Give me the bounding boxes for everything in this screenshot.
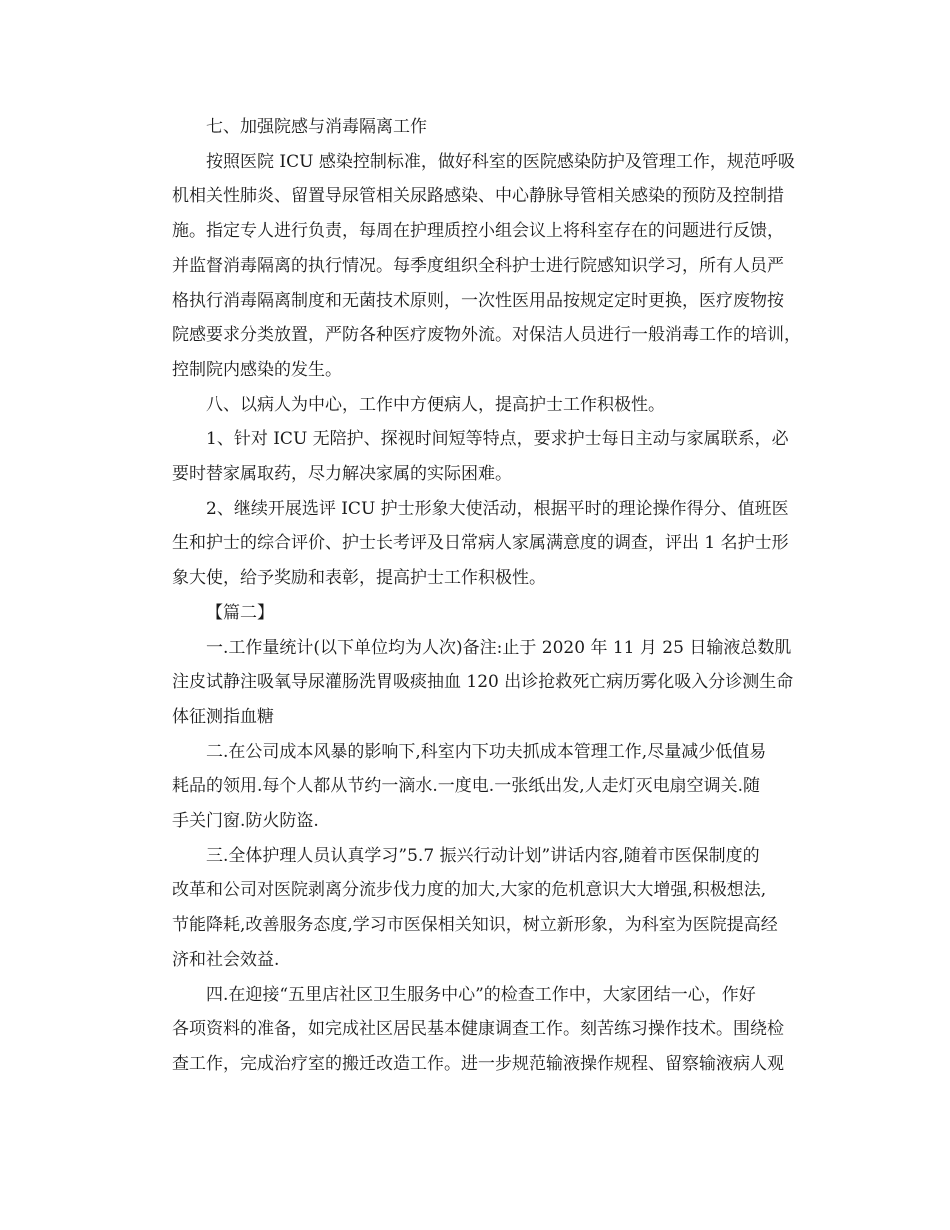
paragraph-infection-control	[138, 145, 820, 388]
text-line: 三.全体护理人员认真学习”5.7 振兴行动计划”讲话内容,随着市医保制度的	[206, 845, 760, 866]
text-line: 控制院内感染的发生。	[172, 359, 342, 380]
text-line: 节能降耗,改善服务态度,学习市医保相关知识，树立新形象，为科室为医院提高经	[172, 915, 778, 936]
text-line: 各项资料的准备，如完成社区居民基本健康调查工作。刻苦练习操作技术。围绕检	[172, 1019, 784, 1040]
text-line: 耗品的领用.每个人都从节约一滴水.一度电.一张纸出发,人走灯灭电扇空调关.随	[172, 776, 761, 797]
text-line: 1、针对 ICU 无陪护、探视时间短等特点，要求护士每日主动与家属联系，必	[206, 429, 789, 450]
text-line: 七、加强院感与消毒隔离工作	[206, 117, 427, 137]
section-heading-8	[138, 388, 820, 423]
text-line: 查工作，完成治疗室的搬迁改造工作。进一步规范输液操作规程、留察输液病人观	[172, 1053, 784, 1074]
section-title-part-two	[138, 596, 820, 631]
text-line: 机相关性肺炎、留置导尿管相关尿路感染、中心静脉导管相关感染的预防及控制措	[172, 186, 784, 207]
text-line: 手关门窗.防火防盗.	[172, 811, 319, 832]
text-line: 改革和公司对医院剥离分流步伐力度的加大,大家的危机意识大大增强,积极想法,	[172, 880, 767, 901]
text-line: 按照医院 ICU 感染控制标准，做好科室的医院感染防护及管理工作，规范呼吸	[206, 151, 795, 172]
section-heading-7	[138, 110, 820, 145]
text-line: 象大使，给予奖励和表彰，提高护士工作积极性。	[172, 568, 546, 589]
text-line: 2、继续开展选评 ICU 护士形象大使活动，根据平时的理论操作得分、值班医	[206, 498, 789, 519]
paragraph-inspection	[138, 978, 820, 1082]
list-item-1	[138, 422, 820, 491]
paragraph-cost-management	[138, 735, 820, 839]
text-line: 八、以病人为中心，工作中方便病人，提高护士工作积极性。	[206, 394, 665, 415]
text-line: 一.工作量统计(以下单位均为人次)备注:止于 2020 年 11 月 25 日输液总数肌	[206, 637, 792, 658]
text-line: 注皮试静注吸氧导尿灌肠洗胃吸痰抽血 120 出诊抢救死亡病历雾化吸入分诊测生命	[172, 672, 794, 693]
text-line: 体征测指血糖	[172, 706, 274, 727]
text-line: 生和护士的综合评价、护士长考评及日常病人家属满意度的调查，评出 1 名护士形	[172, 533, 789, 554]
paragraph-workload-stats	[138, 631, 820, 735]
paragraph-study-plan	[138, 839, 820, 978]
text-line: 格执行消毒隔离制度和无菌技术原则，一次性医用品按规定定时更换，医疗废物按	[172, 290, 784, 311]
list-item-2	[138, 492, 820, 596]
text-line: 并监督消毒隔离的执行情况。每季度组织全科护士进行院感知识学习，所有人员严	[172, 255, 784, 276]
text-line: 济和社会效益.	[172, 949, 280, 970]
text-line: 院感要求分类放置，严防各种医疗废物外流。对保洁人员进行一般消毒工作的培训，	[172, 325, 801, 346]
document-page	[138, 110, 820, 1082]
text-line: 二.在公司成本风暴的影响下,科室内下功夫抓成本管理工作,尽量减少低值易	[206, 741, 767, 762]
text-line: 施。指定专人进行负责，每周在护理质控小组会议上将科室存在的问题进行反馈，	[172, 221, 784, 242]
text-line: 【篇二】	[206, 602, 274, 623]
text-line: 四.在迎接“五里店社区卫生服务中心”的检查工作中，大家团结一心，作好	[206, 984, 756, 1005]
text-line: 要时替家属取药，尽力解决家属的实际困难。	[172, 464, 512, 485]
